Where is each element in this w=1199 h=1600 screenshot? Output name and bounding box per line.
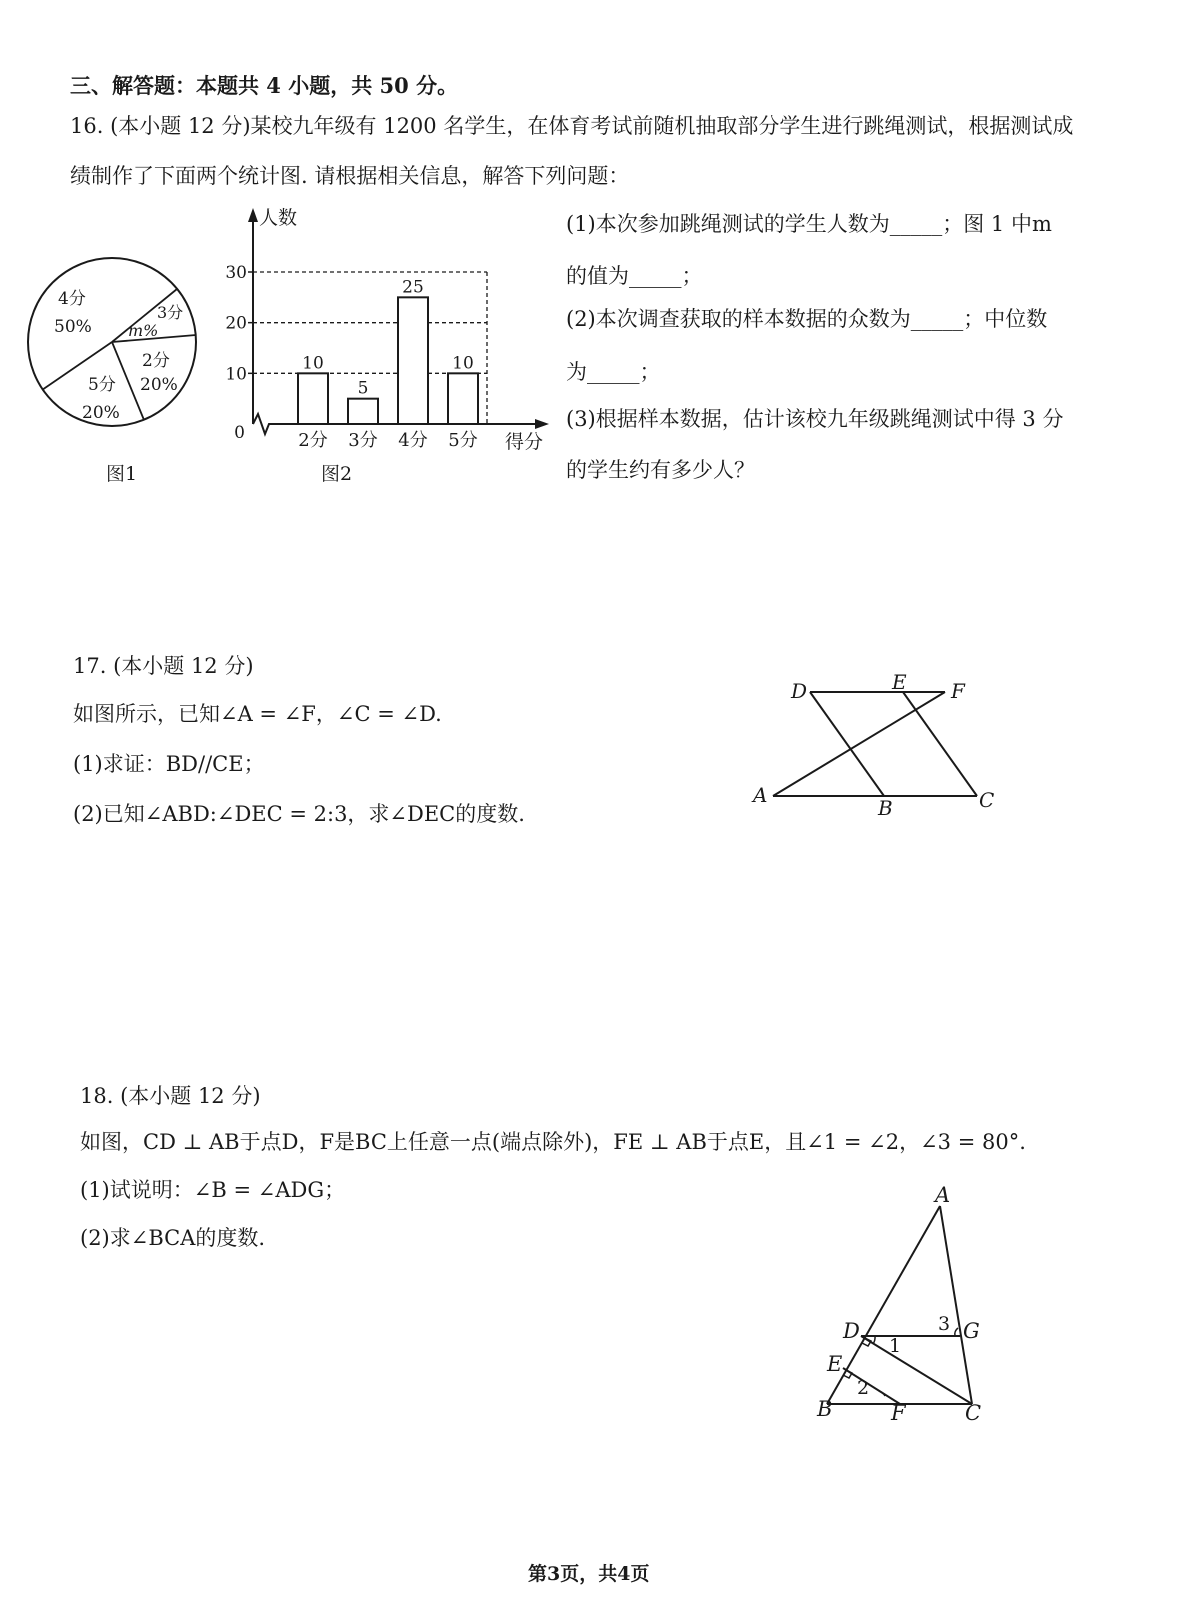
- q17-sub2: (2)已知∠ABD:∠DEC = 2:3，求∠DEC的度数.: [73, 802, 525, 826]
- x-tick-label-5分: 5分: [448, 430, 478, 451]
- point-F-label: F: [891, 1401, 906, 1425]
- q18-title: 18. (本小题 12 分): [80, 1084, 261, 1108]
- x-tick-label-3分: 3分: [348, 430, 378, 451]
- figure2-bar-chart: [225, 200, 560, 500]
- y-tick-label-30: 30: [225, 263, 247, 283]
- segment-DC: [861, 1336, 972, 1404]
- point-C-label: C: [979, 788, 995, 812]
- bar-3分: [348, 399, 378, 424]
- pie-slice-percent-5fen: 20%: [82, 403, 120, 423]
- pie-slice-percent-3fen: m%: [128, 321, 159, 340]
- bar-value-label-3分: 5: [357, 378, 369, 399]
- pie-slice-label-4fen: 4分: [58, 289, 86, 309]
- q16-sub3-line2: 的学生约有多少人？: [566, 458, 755, 482]
- y-axis-title: 人数: [259, 207, 298, 229]
- pie-slice-percent-2fen: 20%: [140, 375, 178, 395]
- q16-sub1-line1: (1)本次参加跳绳测试的学生人数为_____；图 1 中m: [566, 212, 1052, 236]
- point-C-label: C: [965, 1401, 982, 1425]
- q18-stem: 如图，CD ⊥ AB于点D，F是BC上任意一点(端点除外)，FE ⊥ AB于点E，且∠1 = ∠2，∠3 = 80°.: [80, 1130, 1026, 1154]
- y-tick-label-0: 0: [234, 423, 245, 443]
- section-title: 三、解答题：本题共 4 小题，共 50 分。: [70, 73, 459, 98]
- point-G-label: G: [963, 1319, 980, 1343]
- point-B-label: B: [817, 1397, 833, 1421]
- angle-3-label: 3: [938, 1313, 951, 1335]
- pie-slice-label-5fen: 5分: [88, 375, 116, 395]
- q17-stem: 如图所示，已知∠A = ∠F，∠C = ∠D.: [73, 702, 442, 726]
- q18-geometry-figure: [805, 1178, 1005, 1428]
- bar-value-label-5分: 10: [452, 353, 474, 374]
- bar-value-label-2分: 10: [302, 353, 324, 374]
- pie-slice-label-3fen: 3分: [157, 303, 184, 322]
- q16-sub2-line1: (2)本次调查获取的样本数据的众数为_____；中位数: [566, 307, 1048, 331]
- q17-title: 17. (本小题 12 分): [73, 654, 254, 678]
- point-D-label: D: [791, 679, 808, 703]
- point-E-label: E: [827, 1352, 843, 1376]
- segment-AF: [773, 692, 945, 796]
- q18-sub1: (1)试说明：∠B = ∠ADG；: [80, 1178, 346, 1202]
- x-tick-label-2分: 2分: [298, 430, 328, 451]
- point-F-label: F: [951, 679, 965, 703]
- pie-slice-label-2fen: 2分: [142, 351, 170, 371]
- bar-4分: [398, 297, 428, 424]
- point-E-label: E: [892, 670, 907, 694]
- point-B-label: B: [878, 796, 893, 820]
- point-D-label: D: [843, 1319, 860, 1343]
- segment-AC: [940, 1206, 972, 1404]
- q17-geometry-figure: [745, 665, 1005, 825]
- q18-sub2: (2)求∠BCA的度数.: [80, 1226, 266, 1250]
- y-tick-label-20: 20: [225, 313, 247, 334]
- pie-slice-percent-4fen: 50%: [54, 317, 92, 337]
- figure2-caption: 图2: [321, 463, 353, 485]
- point-A-label: A: [935, 1183, 951, 1207]
- segment-EC: [903, 692, 977, 796]
- q16-sub3-line1: (3)根据样本数据，估计该校九年级跳绳测试中得 3 分: [566, 407, 1064, 431]
- angle-1-label: 1: [889, 1335, 902, 1357]
- q16-text-line2: 绩制作了下面两个统计图. 请根据相关信息，解答下列问题：: [70, 164, 630, 188]
- q17-sub1: (1)求证：BD//CE；: [73, 752, 265, 776]
- x-axis-title: 得分: [505, 431, 544, 453]
- bar-2分: [298, 373, 328, 424]
- point-A-label: A: [753, 783, 768, 807]
- y-axis-arrow: [248, 208, 258, 222]
- y-tick-label-10: 10: [225, 364, 247, 385]
- q16-sub1-line2: 的值为_____；: [566, 264, 703, 288]
- x-axis: [253, 414, 537, 434]
- angle-arc-3: [955, 1328, 958, 1336]
- page-number: 第3页，共4页: [528, 1563, 650, 1585]
- figure1-pie-chart: [20, 240, 210, 500]
- angle-arc-1: [873, 1336, 875, 1344]
- x-tick-label-4分: 4分: [398, 430, 428, 451]
- bar-5分: [448, 373, 478, 424]
- x-axis-arrow: [535, 419, 549, 429]
- figure1-caption: 图1: [106, 463, 138, 485]
- segment-DB: [810, 692, 884, 796]
- bar-value-label-4分: 25: [402, 277, 424, 298]
- q16-text-line1: 16. (本小题 12 分)某校九年级有 1200 名学生，在体育考试前随机抽取部分学生进行跳绳测试，根据测试成: [70, 114, 1074, 138]
- angle-2-label: 2: [857, 1377, 870, 1399]
- q16-sub2-line2: 为_____；: [566, 360, 661, 384]
